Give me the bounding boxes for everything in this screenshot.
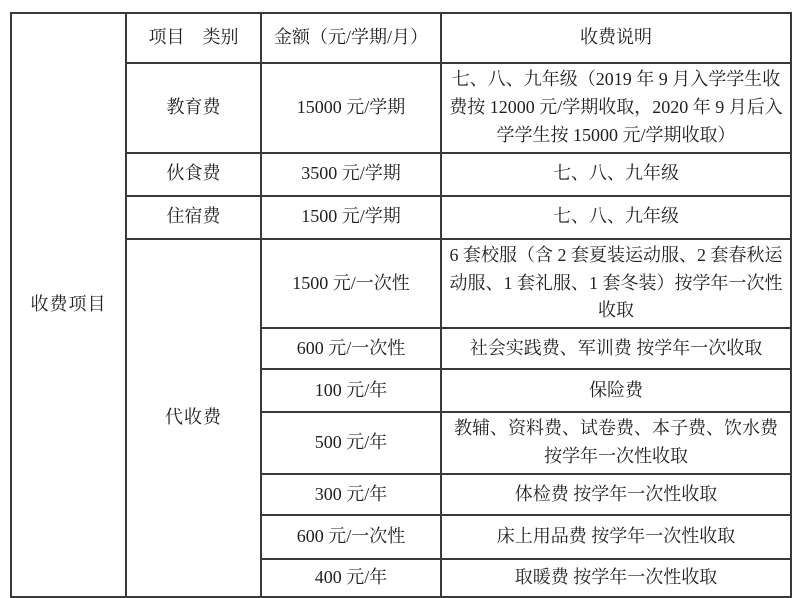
cell-description: 七、八、九年级 (441, 153, 791, 196)
table-row (11, 153, 791, 196)
cell-description: 体检费 按学年一次性收取 (441, 474, 791, 515)
cell-description: 七、八、九年级 (441, 196, 791, 239)
cell-description: 社会实践费、军训费 按学年一次收取 (441, 328, 791, 369)
cell-amount: 1500 元/学期 (261, 196, 441, 239)
table-row (11, 63, 791, 153)
cell-amount: 15000 元/学期 (261, 63, 441, 153)
header-category: 项目 类别 (126, 13, 261, 63)
cell-description: 七、八、九年级（2019 年 9 月入学学生收费按 12000 元/学期收取，2020 年 9 月后入学学生按 15000 元/学期收取） (441, 63, 791, 153)
cell-amount: 100 元/年 (261, 369, 441, 412)
header-amount: 金额（元/学期/月） (261, 13, 441, 63)
cell-description: 教辅、资料费、试卷费、本子费、饮水费 按学年一次性收取 (441, 412, 791, 474)
table-header-row (11, 13, 791, 63)
cell-description: 保险费 (441, 369, 791, 412)
cell-amount: 1500 元/一次性 (261, 239, 441, 329)
cell-amount: 600 元/一次性 (261, 515, 441, 559)
cell-category: 住宿费 (126, 196, 261, 239)
cell-category: 伙食费 (126, 153, 261, 196)
cell-description: 取暖费 按学年一次性收取 (441, 559, 791, 597)
cell-amount: 400 元/年 (261, 559, 441, 597)
row-group-label: 收费项目 (11, 13, 126, 597)
cell-amount: 300 元/年 (261, 474, 441, 515)
cell-category-group: 代收费 (126, 239, 261, 597)
table-row (11, 239, 791, 329)
cell-category: 教育费 (126, 63, 261, 153)
cell-amount: 3500 元/学期 (261, 153, 441, 196)
cell-description: 6 套校服（含 2 套夏装运动服、2 套春秋运动服、1 套礼服、1 套冬装）按学年一次性收取 (441, 239, 791, 329)
cell-description: 床上用品费 按学年一次性收取 (441, 515, 791, 559)
header-description: 收费说明 (441, 13, 791, 63)
cell-amount: 600 元/一次性 (261, 328, 441, 369)
cell-amount: 500 元/年 (261, 412, 441, 474)
table-row (11, 196, 791, 239)
fee-table (10, 12, 792, 598)
